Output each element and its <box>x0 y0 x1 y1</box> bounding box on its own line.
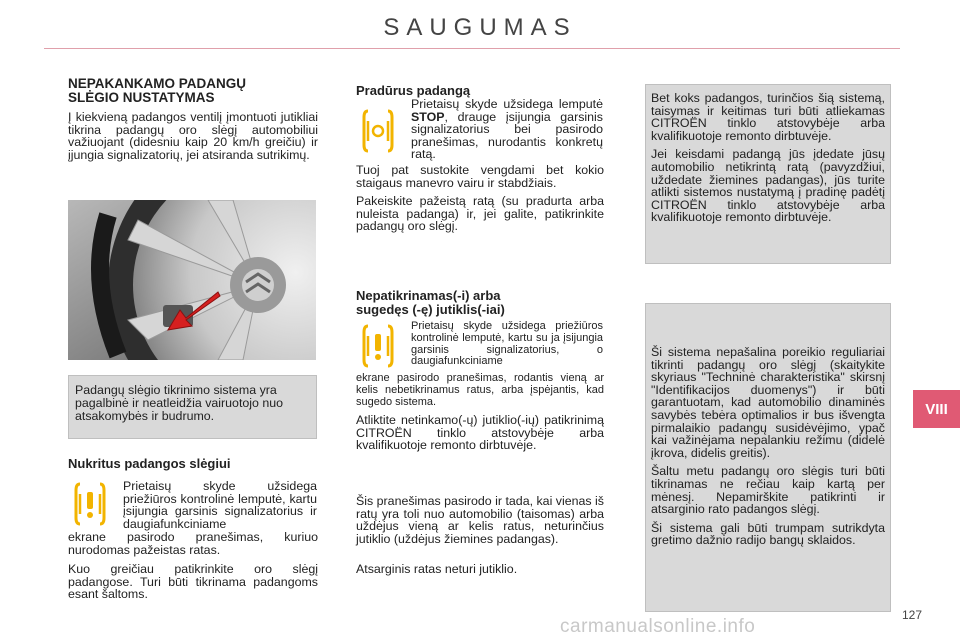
note-text: Padangų slėgio tikrinimo sistema yra pagalbinė ir neatleidžia vairuotojo nuo atsakomybės ir budrumo. <box>75 383 284 423</box>
note-box <box>68 375 317 439</box>
sensor-fault-text-continued: ekrane pasirodo pranešimas, rodantis vieną ar kelis nebetikrinamus ratus, arba įspėjantis, kad sugedo sistema. <box>356 372 604 408</box>
sensor-fault-text: Prietaisų skyde užsidega priežiūros kontrolinė lemputė, kartu su ja įsijungia garsinis signalizatorius, o daugiafunkciniame <box>411 320 603 368</box>
watermark: carmanualsonline.info <box>560 616 756 637</box>
title-divider <box>44 48 900 49</box>
stop-label: STOP <box>411 109 445 124</box>
puncture-replace-advice: Pakeiskite pažeistą ratą (su pradurta arba nuleista padanga) ir, jei galite, patikrinkite padangų oro slėgį. <box>356 194 604 234</box>
puncture-heading: Pradūrus padangą <box>356 83 471 98</box>
spare-wheel-note: Atsarginis ratas neturi jutiklio. <box>356 562 518 576</box>
sensor-fault-heading-line1: Nepatikrinamas(-i) arba <box>356 288 501 303</box>
system-info-box <box>645 303 891 612</box>
system-info-text-3: Ši sistema gali būti trumpam sutrikdyta gretimo dažnio radijo bangų sklaidos. <box>651 520 885 548</box>
system-info-text-1: Ši sistema nepašalina poreikio reguliariai tikrinti padangų oro slėgį (skaitykite skyriaus "Techninė charakteristika" skirsnį "Identifikacijos duomenys") ir būti garantuotam, kad automobilio dinaminės savybės tebėra optimalios ir bus išvengta pirmalaikio padangų susidėvėjimo, ypač kai važinėjama nepalankiu režimu (didelė įkrova, didelis greitis). <box>651 345 885 460</box>
sensor-fault-heading <box>356 289 606 316</box>
section-heading <box>68 77 318 104</box>
low-pressure-text: Prietaisų skyde užsidega priežiūros kontrolinė lemputė, kartu įsijungia garsinis signalizatorius ir daugiafunkciniame <box>123 479 317 531</box>
system-info-text-2: Šaltu metu padangų oro slėgis turi būti tikrinamas ne rečiau kaip kartą per mėnesį. Nepamirškite patikrinti ir atsarginio rato padangos slėgį. <box>651 464 885 517</box>
service-info-text-2: Jei keisdami padangą jūs įdedate jūsų automobilio netikrintą ratą (pavyzdžiui, uždedate žiemines padangas), jūs turite atlikti sistemos nustatymą į pradinę padėtį CITROËN tinklo atstovybėje arba kvalifikuotoje remonto dirbtuvėje. <box>651 147 885 225</box>
sensor-fault-heading-line2: sugedęs (-ę) jutiklis(-iai) <box>356 301 505 317</box>
puncture-text-a: Prietaisų skyde užsidega lemputė <box>411 97 603 111</box>
tyre-puncture-warning-icon <box>360 107 396 160</box>
low-pressure-advice: Kuo greičiau patikrinkite oro slėgį padangose. Turi būti tikrinama padangoms esant šaltoms. <box>68 562 318 602</box>
intro-text: Į kiekvieną padangos ventilį įmontuoti jutikliai tikrina padangų oro slėgį automobiliui važiuojant (didesniu kaip 20 km/h greičiu) ir įjungia signalizatorių, jei atsiranda sutrikimų. <box>68 110 318 162</box>
puncture-text <box>411 98 603 161</box>
page-title: SAUGUMAS <box>383 14 577 41</box>
section-heading-line1: NEPAKANKAMO PADANGŲ <box>68 76 246 91</box>
sensor-fault-advice: Atliktite netinkamo(-ų) jutiklio(-ių) patikrinimą CITROËN tinklo atstovybėje arba kvalifikuotoje remonto dirbtuvėje. <box>356 413 604 453</box>
low-pressure-text-continued: ekrane pasirodo pranešimas, kuriuo nurodomas pažeistas ratas. <box>68 530 318 557</box>
info-text: Šis pranešimas pasirodo ir tada, kai vienas iš ratų yra toli nuo automobilio (taisomas) arba uždėjus vieną ar kelis ratus, neturinčius jutiklio (uždėjus žiemines padangas). <box>356 494 604 546</box>
page-number: 127 <box>902 608 923 622</box>
low-pressure-heading: Nukritus padangos slėgiui <box>68 456 231 471</box>
puncture-text-b: , drauge įsijungia garsinis signalizatorius bei pasirodo pranešimas, nurodantis konkretų ratą. <box>411 109 603 162</box>
chapter-tab[interactable]: VIII <box>913 390 960 428</box>
tyre-pressure-warning-icon <box>72 480 108 533</box>
sensor-fault-warning-icon <box>360 322 396 375</box>
wheel-photo <box>68 200 316 360</box>
service-info-text-1: Bet koks padangos, turinčios šią sistemą, taisymas ir keitimas turi būti atliekamas CITROËN tinklo atstovybėje arba kvalifikuotoje remonto dirbtuvėje. <box>651 91 885 143</box>
puncture-advice: Tuoj pat sustokite vengdami bet kokio staigaus manevro vairu ir stabdžiais. <box>356 163 604 190</box>
service-info-box <box>645 84 891 264</box>
section-heading-line2: SLĖGIO NUSTATYMAS <box>68 89 215 105</box>
